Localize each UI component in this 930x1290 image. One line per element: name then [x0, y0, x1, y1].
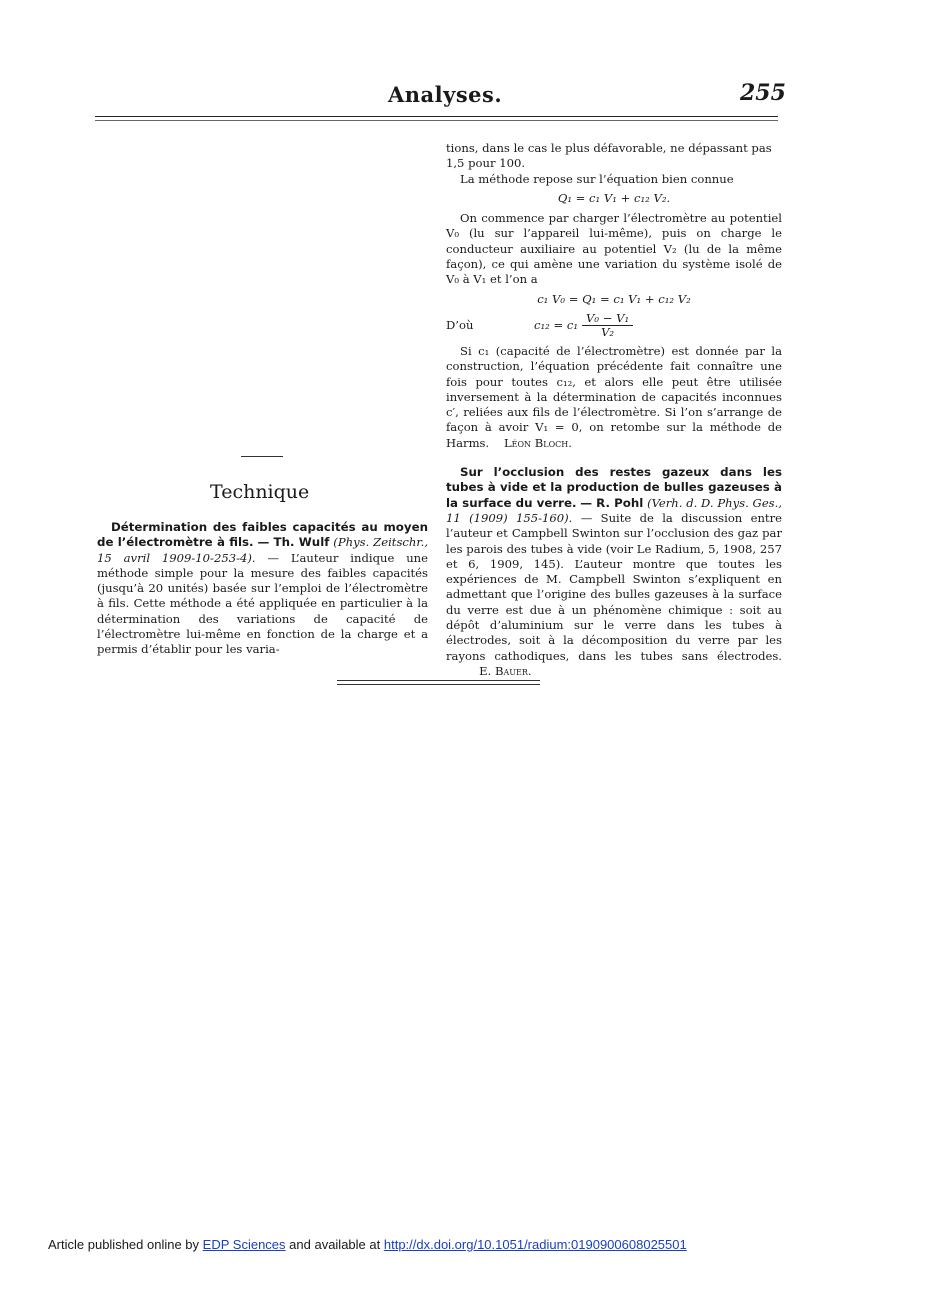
paragraph-3: Si c₁ (capacité de l’électromètre) est donnée par la construction, l’équation précédente fait connaître une fois pour toutes c₁₂, et alors elle peut être utilisée inversement à la détermination de capacités inconnues c′, reliées aux fils de l’électromètre. Si l’on s’arrange de façon à avoir V₁ = 0, on retombe sur la méthode de Harms. Léon Bloch.: [446, 343, 782, 450]
article-pohl-body: — Suite de la discussion entre l’auteur et Campbell Swinton sur l’occlusion des gaz par les parois des tubes à vide (voir Le Radium, 5, 1908, 257 et 6, 1909, 145). L’auteur montre que toutes les expériences de M. Campbell Swinton s’expliquent en admettant que l’origine des bulles gazeuses à la surface du verre est due à un phénomène chimique : soit au dépôt d’aluminium sur le verre dans les tubes à électrodes, soit à la décomposition du verre par les rayons cathodiques, dans les tubes sans électrodes.: [446, 510, 782, 663]
article-wulf-author: — Th. Wulf: [257, 535, 330, 550]
section-title: Technique: [210, 481, 310, 503]
equation-1: Q₁ = c₁ V₁ + c₁₂ V₂.: [557, 190, 671, 205]
fraction-denominator: V₂: [601, 324, 615, 339]
running-title: Analyses.: [388, 82, 503, 107]
publisher-link[interactable]: EDP Sciences: [202, 1237, 286, 1252]
article-wulf-reference: (Phys. Zeitschr., 15 avril 1909-10-253-4).: [97, 535, 429, 565]
publication-footer: [48, 1237, 687, 1252]
equation-3-fraction: [582, 312, 633, 339]
equation-3: [446, 312, 782, 339]
article-pohl-author: — R. Pohl: [580, 495, 644, 510]
signature-bloch: Léon Bloch.: [503, 435, 572, 450]
end-rule-second: [337, 684, 540, 685]
article-pohl-title: Sur l’occlusion des restes gazeux dans les tubes à vide et la production de bulles gazeuses à la surface du verre.: [446, 465, 782, 510]
header-rule: [95, 116, 778, 117]
article-pohl-reference: (Verh. d. D. Phys. Ges., 11 (1909) 155-160).: [446, 495, 782, 525]
method-sentence: La méthode repose sur l’équation bien connue: [460, 171, 734, 186]
section-divider: [241, 456, 283, 457]
header-rule-thin: [95, 120, 778, 121]
left-column: [97, 520, 428, 658]
equation-3-label: D’où: [446, 317, 474, 332]
page-number: 255: [740, 80, 786, 106]
right-column: [446, 141, 782, 679]
article-wulf-title: Détermination des faibles capacités au moyen de l’électromètre à fils.: [97, 520, 428, 550]
article-wulf-body: — L’auteur indique une méthode simple pour la mesure des faibles capacités (jusqu’à 20 unités) basée sur l’emploi de l’électromètre à fils. Cette méthode a été appliquée en particulier à la détermination des variations de capacité de l’électromètre lui-même en fonction de la charge et a permis d’établir pour les varia-: [97, 550, 428, 657]
equation-2: c₁ V₀ = Q₁ = c₁ V₁ + c₁₂ V₂: [537, 291, 691, 306]
article-wulf: [97, 520, 428, 658]
doi-link[interactable]: http://dx.doi.org/10.1051/radium:0190900608025501: [383, 1237, 687, 1252]
paragraph-2: On commence par charger l’électromètre au potentiel V₀ (lu sur l’appareil lui-même), puis on charge le conducteur auxiliaire au potentiel V₂ (lu de la même façon), ce qui amène une variation du système isolé de V₀ à V₁ et l’on a: [446, 211, 782, 287]
end-rule: [337, 680, 540, 681]
signature-bauer: E. Bauer.: [479, 663, 532, 678]
footer-prefix: Article published online by: [48, 1237, 200, 1252]
article-pohl: [446, 465, 782, 679]
footer-middle: and available at: [289, 1237, 381, 1252]
fraction-numerator: V₀ − V₁: [582, 312, 633, 326]
equation-3-lhs: c₁₂ = c₁: [534, 317, 579, 332]
continuation-text: tions, dans le cas le plus défavorable, ne dépassant pas 1,5 pour 100.: [446, 141, 772, 171]
